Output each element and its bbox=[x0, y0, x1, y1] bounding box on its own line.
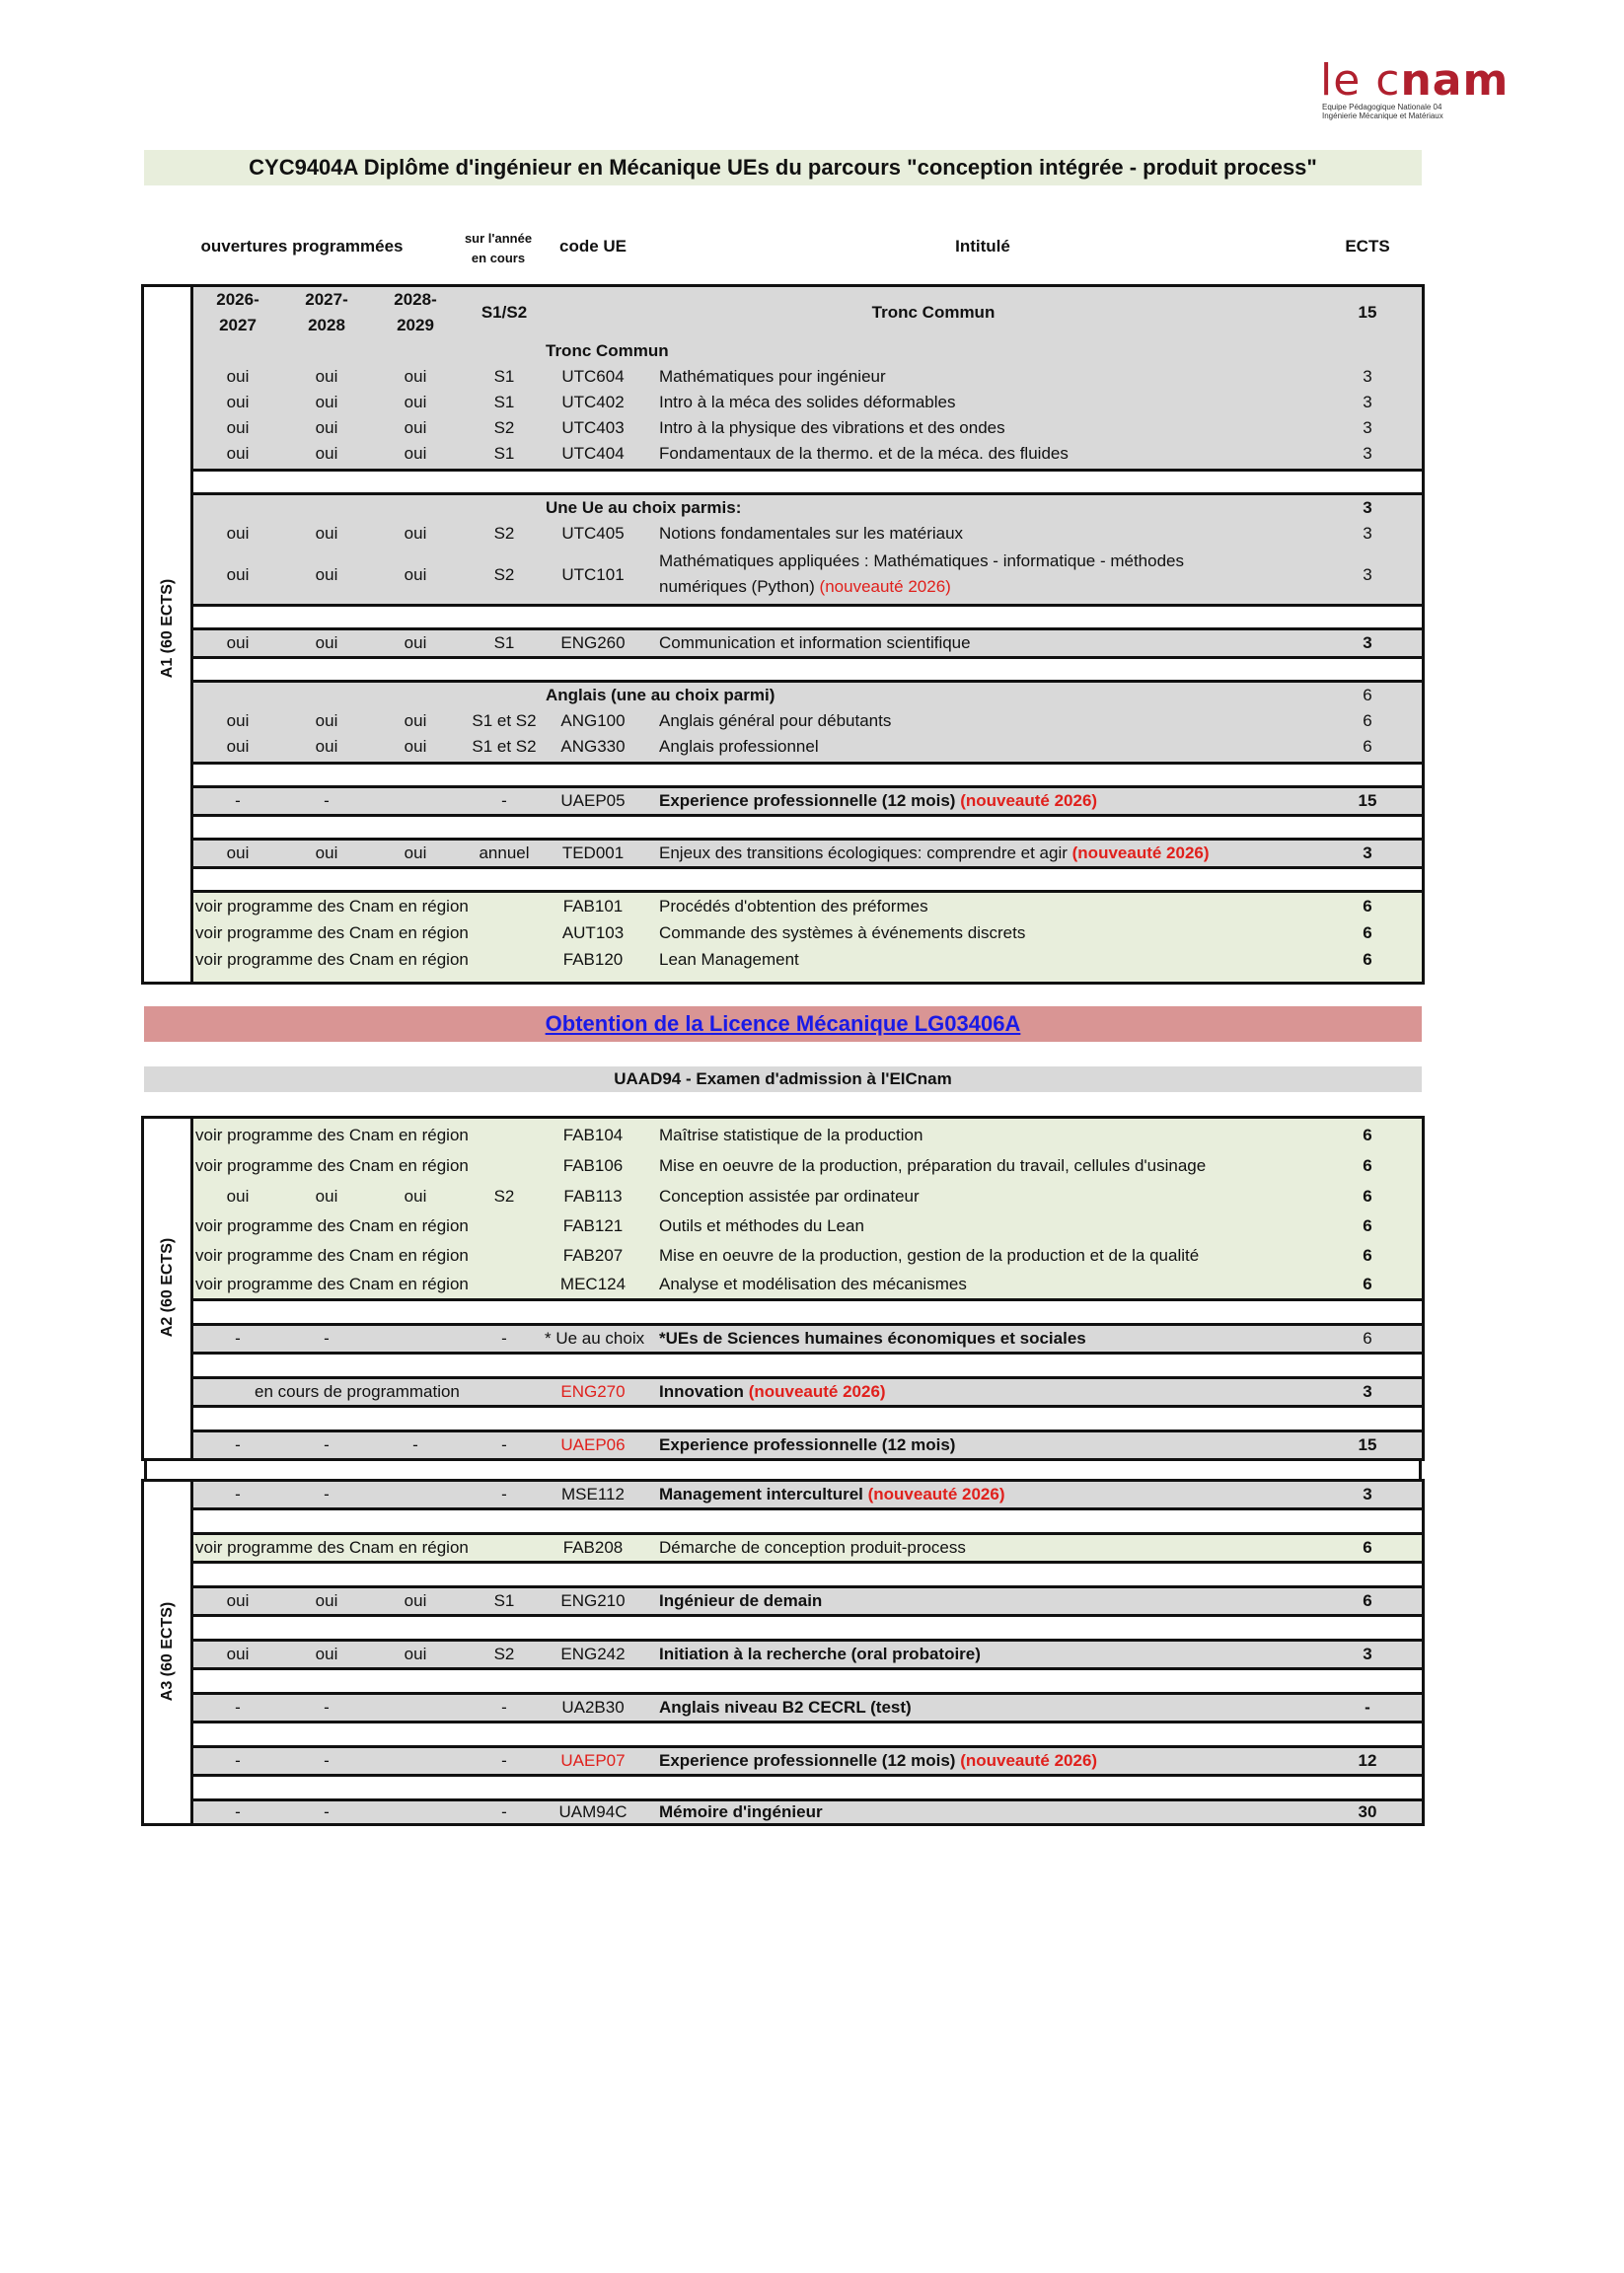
cell-voir: voir programme des Cnam en région bbox=[195, 1126, 469, 1144]
cell-name: Mémoire d'ingénieur bbox=[659, 1802, 823, 1821]
cell-ects: 6 bbox=[1363, 1329, 1372, 1348]
admission-banner: UAAD94 - Examen d'admission à l'EICnam bbox=[144, 1066, 1422, 1092]
cell-semester: S2 bbox=[493, 565, 515, 584]
table-row bbox=[193, 734, 1422, 760]
spacer-row bbox=[193, 1561, 1422, 1588]
cell-ects: 6 bbox=[1363, 950, 1372, 969]
cell-y2: oui bbox=[315, 418, 338, 437]
cell-name: Conception assistée par ordinateur bbox=[659, 1187, 920, 1206]
cell-voir: voir programme des Cnam en région bbox=[195, 1156, 469, 1175]
cell-name: Anglais niveau B2 CECRL (test) bbox=[659, 1698, 912, 1717]
cell-ects: 6 bbox=[1363, 1246, 1372, 1265]
cell-voir: voir programme des Cnam en région bbox=[195, 923, 469, 942]
tronc-title: Tronc Commun bbox=[871, 303, 996, 322]
cell-y1: oui bbox=[226, 1591, 250, 1610]
table-row bbox=[193, 1748, 1422, 1774]
table-row bbox=[193, 630, 1422, 656]
header-annee: sur l'année en cours bbox=[464, 231, 533, 265]
cell-ects: 3 bbox=[1363, 444, 1372, 463]
cell-ects: 3 bbox=[1363, 393, 1372, 411]
cell-name: Notions fondamentales sur les matériaux bbox=[659, 524, 964, 543]
cell-semester: S2 bbox=[493, 524, 515, 543]
cell-ects: 3 bbox=[1363, 418, 1372, 437]
table-row bbox=[193, 841, 1422, 866]
cell-code: UAEP07 bbox=[560, 1751, 626, 1770]
cell-ects: 15 bbox=[1358, 791, 1377, 810]
cell-y1: - bbox=[235, 1751, 241, 1770]
table-row bbox=[193, 1432, 1422, 1458]
a3-section-label: A3 (60 ECTS) bbox=[159, 1601, 176, 1702]
cell-y2: - bbox=[324, 1751, 330, 1770]
table-row bbox=[193, 788, 1422, 814]
cell-y1: oui bbox=[226, 633, 250, 652]
cell-code: FAB106 bbox=[562, 1156, 624, 1175]
anglais-ects: 6 bbox=[1363, 686, 1372, 704]
cell-programmation: en cours de programmation bbox=[255, 1382, 460, 1401]
cell-ects: 15 bbox=[1358, 1435, 1377, 1454]
cell-code: FAB121 bbox=[562, 1216, 624, 1235]
cell-ects: 30 bbox=[1358, 1802, 1377, 1821]
spacer-row bbox=[193, 1352, 1422, 1379]
spacer-row bbox=[193, 1507, 1422, 1535]
cell-code: ENG270 bbox=[560, 1382, 626, 1401]
cell-voir: voir programme des Cnam en région bbox=[195, 1538, 469, 1557]
cell-y1: oui bbox=[226, 444, 250, 463]
cell-code: TED001 bbox=[561, 843, 625, 862]
logo-line-2: Ingénierie Mécanique et Matériaux bbox=[1322, 111, 1443, 120]
cell-name: *UEs de Sciences humaines économiques et sociales bbox=[659, 1329, 1086, 1348]
licence-link[interactable]: Obtention de la Licence Mécanique LG03406A bbox=[545, 1011, 1021, 1036]
cell-code: UTC404 bbox=[561, 444, 625, 463]
cell-semester: - bbox=[501, 791, 507, 810]
cell-y1: - bbox=[235, 1435, 241, 1454]
cell-code: UTC604 bbox=[561, 367, 625, 386]
cell-y1: - bbox=[235, 1802, 241, 1821]
table-row bbox=[193, 1482, 1422, 1507]
cell-ects: 6 bbox=[1363, 1156, 1372, 1175]
cell-y3: - bbox=[412, 1435, 418, 1454]
anglais-title-row bbox=[193, 683, 1422, 708]
cell-code: FAB208 bbox=[562, 1538, 624, 1557]
spacer-row bbox=[193, 1667, 1422, 1695]
cell-y3: oui bbox=[404, 1591, 427, 1610]
a1-tronc-header-row bbox=[193, 287, 1422, 338]
cell-y3: oui bbox=[404, 737, 427, 756]
cell-ects: 6 bbox=[1363, 1126, 1372, 1144]
spacer-row bbox=[193, 1721, 1422, 1748]
cell-ects: 6 bbox=[1363, 1275, 1372, 1293]
cell-semester: - bbox=[501, 1329, 507, 1348]
cell-name: Procédés d'obtention des préformes bbox=[659, 897, 928, 916]
table-row bbox=[193, 708, 1422, 734]
cell-semester: S1 bbox=[493, 367, 515, 386]
table-row bbox=[193, 521, 1422, 547]
cell-y3: oui bbox=[404, 418, 427, 437]
cell-ects: 6 bbox=[1363, 1538, 1372, 1557]
cnam-logo bbox=[1320, 55, 1517, 128]
cell-semester: S2 bbox=[493, 1645, 515, 1663]
cell-y1: oui bbox=[226, 524, 250, 543]
licence-banner bbox=[144, 1006, 1422, 1042]
cell-y1: oui bbox=[226, 1645, 250, 1663]
cell-y3: oui bbox=[404, 444, 427, 463]
cell-y1: - bbox=[235, 1485, 241, 1503]
cell-name: Enjeux des transitions écologiques: comprendre et agir (nouveauté 2026) bbox=[659, 843, 1210, 862]
spacer-row bbox=[193, 1298, 1422, 1326]
cell-y3: oui bbox=[404, 633, 427, 652]
cell-name: Experience professionnelle (12 mois) bbox=[659, 1435, 956, 1454]
cell-y2: oui bbox=[315, 1187, 338, 1206]
choix-ects: 3 bbox=[1363, 498, 1372, 517]
header-intitule: Intitulé bbox=[955, 237, 1010, 256]
cell-voir: voir programme des Cnam en région bbox=[195, 1216, 469, 1235]
spacer-row bbox=[193, 469, 1422, 495]
cell-voir: voir programme des Cnam en région bbox=[195, 1246, 469, 1265]
table-row bbox=[193, 1183, 1422, 1210]
page-title: CYC9404A Diplôme d'ingénieur en Mécanique UEs du parcours "conception intégrée - produit process" bbox=[144, 150, 1422, 185]
header-ouvertures: ouvertures programmées bbox=[200, 237, 404, 256]
table-row bbox=[193, 364, 1422, 390]
cell-y2: oui bbox=[315, 737, 338, 756]
cell-ects: 3 bbox=[1363, 367, 1372, 386]
cell-y3: oui bbox=[404, 393, 427, 411]
cell-name: Anglais général pour débutants bbox=[659, 711, 892, 730]
cell-name: Intro à la méca des solides déformables bbox=[659, 393, 956, 411]
cell-name: Lean Management bbox=[659, 950, 799, 969]
cell-name: Experience professionnelle (12 mois) (nouveauté 2026) bbox=[659, 1751, 1098, 1770]
cell-y1: oui bbox=[226, 367, 250, 386]
cell-y1: - bbox=[235, 791, 241, 810]
table-row bbox=[193, 1535, 1422, 1561]
table-row bbox=[193, 390, 1422, 415]
cell-code: ANG330 bbox=[560, 737, 626, 756]
cell-y3: oui bbox=[404, 1645, 427, 1663]
spacer-row bbox=[193, 656, 1422, 683]
table-row bbox=[193, 1122, 1422, 1149]
cell-ects: 3 bbox=[1363, 1382, 1372, 1401]
anglais-title: Anglais (une au choix parmi) bbox=[546, 686, 775, 704]
cell-y1: oui bbox=[226, 737, 250, 756]
cell-y3: oui bbox=[404, 367, 427, 386]
cell-code: UAEP05 bbox=[560, 791, 626, 810]
cell-semester: S1 bbox=[493, 444, 515, 463]
cell-semester: S1 et S2 bbox=[472, 711, 537, 730]
cell-y2: - bbox=[324, 791, 330, 810]
cell-code: FAB207 bbox=[562, 1246, 624, 1265]
cell-semester: S2 bbox=[493, 1187, 515, 1206]
cell-ects: 3 bbox=[1363, 524, 1372, 543]
cell-code: UTC101 bbox=[561, 565, 625, 584]
cell-ects: 3 bbox=[1363, 843, 1372, 862]
cell-code: MSE112 bbox=[561, 1485, 625, 1503]
cell-ects: 12 bbox=[1358, 1751, 1377, 1770]
cell-ects: 6 bbox=[1363, 923, 1372, 942]
cell-code: MEC124 bbox=[559, 1275, 627, 1293]
cell-ects: 6 bbox=[1363, 1216, 1372, 1235]
cell-code: AUT103 bbox=[561, 923, 625, 942]
table-row bbox=[193, 549, 1422, 602]
cell-y2: oui bbox=[315, 843, 338, 862]
cell-name: Anglais professionnel bbox=[659, 737, 819, 756]
cell-ects: 6 bbox=[1363, 897, 1372, 916]
cell-ects: 6 bbox=[1363, 1187, 1372, 1206]
cell-y2: - bbox=[324, 1485, 330, 1503]
cell-name: Communication et information scientifique bbox=[659, 633, 971, 652]
header-code: code UE bbox=[558, 237, 627, 256]
logo-line-1: Equipe Pédagogique Nationale 04 bbox=[1322, 103, 1442, 111]
table-row bbox=[193, 947, 1422, 973]
cell-ects: 6 bbox=[1363, 737, 1372, 756]
a2-section-label: A2 (60 ECTS) bbox=[159, 1237, 176, 1338]
cell-name: Commande des systèmes à événements discrets bbox=[659, 923, 1026, 942]
spacer-row bbox=[193, 1405, 1422, 1432]
cell-name: Démarche de conception produit-process bbox=[659, 1538, 966, 1557]
cell-code: UAEP06 bbox=[560, 1435, 626, 1454]
table-row bbox=[193, 1695, 1422, 1721]
choix-title-row bbox=[193, 495, 1422, 521]
cell-y3: oui bbox=[404, 711, 427, 730]
spacer-row bbox=[193, 814, 1422, 841]
cell-semester: - bbox=[501, 1485, 507, 1503]
cell-y1: oui bbox=[226, 418, 250, 437]
s1s2-label: S1/S2 bbox=[480, 303, 528, 322]
cell-code: ENG242 bbox=[560, 1645, 626, 1663]
table-row bbox=[193, 1326, 1422, 1352]
cell-y2: oui bbox=[315, 711, 338, 730]
spacer-row bbox=[193, 866, 1422, 893]
spacer-row bbox=[193, 762, 1422, 788]
cell-code: FAB120 bbox=[562, 950, 624, 969]
cell-code: * Ue au choix bbox=[545, 1329, 645, 1348]
cell-semester: S1 et S2 bbox=[472, 737, 537, 756]
cell-y2: - bbox=[324, 1698, 330, 1717]
cell-y1: oui bbox=[226, 565, 250, 584]
cell-code: FAB113 bbox=[563, 1187, 623, 1206]
cell-semester: annuel bbox=[479, 843, 530, 862]
year-col-1: 2026- 2027 bbox=[216, 290, 259, 334]
cell-y2: oui bbox=[315, 524, 338, 543]
cell-semester: S1 bbox=[493, 1591, 515, 1610]
cell-name: Intro à la physique des vibrations et des ondes bbox=[659, 418, 1005, 437]
cell-y1: - bbox=[235, 1329, 241, 1348]
cell-name: Fondamentaux de la thermo. et de la méca. des fluides bbox=[659, 444, 1069, 463]
cell-semester: S1 bbox=[493, 393, 515, 411]
tronc-subtitle: Tronc Commun bbox=[546, 341, 669, 360]
cell-y1: - bbox=[235, 1698, 241, 1717]
cell-voir: voir programme des Cnam en région bbox=[195, 897, 469, 916]
cell-code: UTC402 bbox=[561, 393, 625, 411]
cell-name: Ingénieur de demain bbox=[659, 1591, 823, 1610]
cell-code: ANG100 bbox=[560, 711, 626, 730]
table-row bbox=[193, 1588, 1422, 1614]
cell-name: Maîtrise statistique de la production bbox=[659, 1126, 923, 1144]
cell-y2: oui bbox=[315, 565, 338, 584]
header-ects: ECTS bbox=[1345, 237, 1390, 256]
table-row bbox=[193, 920, 1422, 946]
cell-semester: S1 bbox=[493, 633, 515, 652]
cell-y2: oui bbox=[315, 367, 338, 386]
cell-code: UA2B30 bbox=[561, 1698, 625, 1717]
cell-code: FAB101 bbox=[562, 897, 624, 916]
cell-y1: oui bbox=[226, 843, 250, 862]
table-row bbox=[193, 1379, 1422, 1405]
logo-wordmark: le cnam bbox=[1320, 55, 1510, 106]
cell-y2: oui bbox=[315, 1645, 338, 1663]
table-row bbox=[193, 1801, 1422, 1823]
table-row bbox=[193, 894, 1422, 919]
table-row bbox=[193, 1212, 1422, 1240]
cell-semester: - bbox=[501, 1698, 507, 1717]
table-row bbox=[193, 1642, 1422, 1667]
cell-code: FAB104 bbox=[562, 1126, 624, 1144]
cell-y2: - bbox=[324, 1329, 330, 1348]
cell-y3: oui bbox=[404, 524, 427, 543]
cell-y3: oui bbox=[404, 565, 427, 584]
cell-y2: oui bbox=[315, 1591, 338, 1610]
choix-title: Une Ue au choix parmis: bbox=[546, 498, 742, 517]
year-col-2: 2027- 2028 bbox=[305, 290, 348, 334]
spacer-row bbox=[193, 1774, 1422, 1801]
cell-y2: - bbox=[324, 1435, 330, 1454]
cell-y3: oui bbox=[404, 1187, 427, 1206]
cell-name: Analyse et modélisation des mécanismes bbox=[659, 1275, 967, 1293]
cell-semester: S2 bbox=[493, 418, 515, 437]
cell-code: ENG210 bbox=[560, 1591, 626, 1610]
cell-y2: oui bbox=[315, 444, 338, 463]
cell-name: Mathématiques pour ingénieur bbox=[659, 367, 886, 386]
cell-y2: - bbox=[324, 1802, 330, 1821]
cell-ects: 3 bbox=[1363, 1645, 1372, 1663]
cell-semester: - bbox=[501, 1802, 507, 1821]
cell-code: ENG260 bbox=[560, 633, 626, 652]
cell-name: Outils et méthodes du Lean bbox=[659, 1216, 864, 1235]
cell-semester: - bbox=[501, 1435, 507, 1454]
table-row bbox=[193, 1242, 1422, 1270]
cell-ects: 3 bbox=[1363, 1485, 1372, 1503]
cell-code: UAM94C bbox=[558, 1802, 627, 1821]
cell-name: Experience professionnelle (12 mois) (nouveauté 2026) bbox=[659, 791, 1098, 810]
spacer-row bbox=[193, 1614, 1422, 1642]
year-col-3: 2028- 2029 bbox=[394, 290, 437, 334]
cell-name: Mathématiques appliquées : Mathématiques - informatique - méthodes numériques (Python) (nouveauté 2026) bbox=[659, 551, 1185, 596]
a1-section-label: A1 (60 ECTS) bbox=[159, 578, 176, 679]
cell-name: Innovation (nouveauté 2026) bbox=[659, 1382, 886, 1401]
cell-name: Mise en oeuvre de la production, gestion de la production et de la qualité bbox=[659, 1246, 1200, 1265]
table-row bbox=[193, 1271, 1422, 1298]
cell-y1: oui bbox=[226, 711, 250, 730]
table-row bbox=[193, 415, 1422, 441]
cell-voir: voir programme des Cnam en région bbox=[195, 950, 469, 969]
table-row bbox=[193, 1152, 1422, 1180]
cell-ects: 3 bbox=[1363, 565, 1372, 584]
cell-semester: - bbox=[501, 1751, 507, 1770]
cell-ects: - bbox=[1365, 1698, 1370, 1717]
cell-ects: 3 bbox=[1363, 633, 1372, 652]
cell-code: UTC405 bbox=[561, 524, 625, 543]
cell-y2: oui bbox=[315, 633, 338, 652]
cell-code: UTC403 bbox=[561, 418, 625, 437]
cell-ects: 6 bbox=[1363, 1591, 1372, 1610]
spacer-row bbox=[193, 604, 1422, 630]
cell-voir: voir programme des Cnam en région bbox=[195, 1275, 469, 1293]
cell-name: Management interculturel (nouveauté 2026) bbox=[659, 1485, 1005, 1503]
cell-y1: oui bbox=[226, 393, 250, 411]
cell-y1: oui bbox=[226, 1187, 250, 1206]
cell-y3: oui bbox=[404, 843, 427, 862]
cell-name: Mise en oeuvre de la production, préparation du travail, cellules d'usinage bbox=[659, 1156, 1207, 1175]
table-row bbox=[193, 441, 1422, 467]
cell-name: Initiation à la recherche (oral probatoire) bbox=[659, 1645, 981, 1663]
cell-ects: 6 bbox=[1363, 711, 1372, 730]
tronc-ects: 15 bbox=[1358, 303, 1377, 322]
cell-y2: oui bbox=[315, 393, 338, 411]
